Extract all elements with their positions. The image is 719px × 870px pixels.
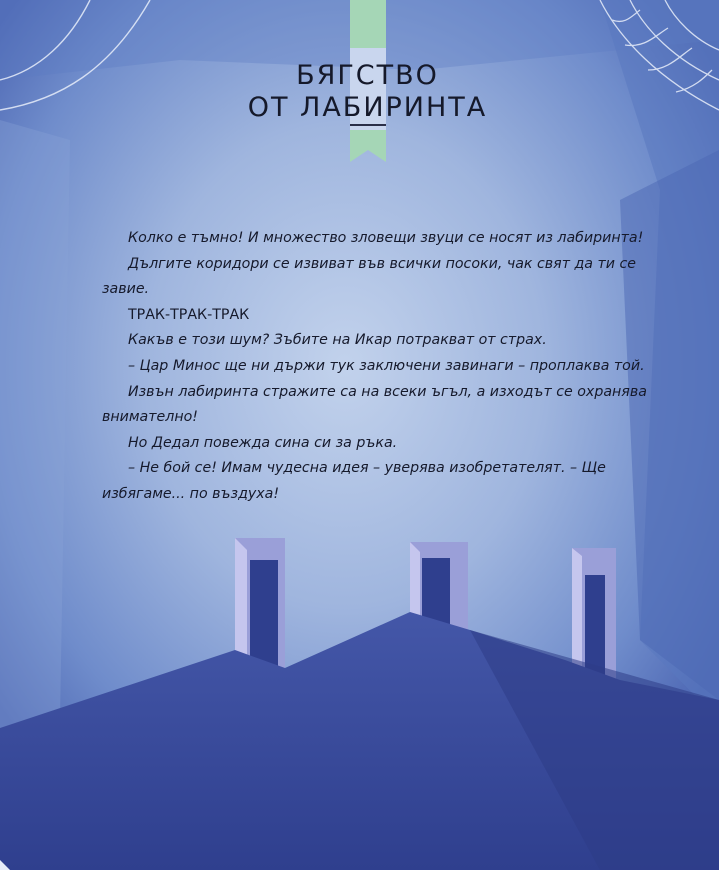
page-title — [180, 60, 555, 124]
title-line-2: ОТ ЛАБИРИНТА — [247, 92, 488, 123]
paragraph: Колко е тъмно! И множество зловещи звуци се носят из лабиринта! — [128, 230, 644, 246]
story-text — [102, 226, 682, 508]
paragraph: ТРАК-ТРАК-ТРАК — [128, 306, 250, 323]
doorway-left — [235, 538, 285, 668]
paragraph: Дългите коридори се извиват във всички посоки, чак свят да ти се завие. — [102, 255, 636, 298]
paragraph: Извън лабиринта стражите са на всеки ъгъл, а изходът се охранява внимателно! — [102, 383, 647, 426]
paragraph: – Цар Минос ще ни държи тук заключени завинаги – проплаква той. — [128, 357, 645, 374]
paragraph: Какъв е този шум? Зъбите на Икар потракват от страх. — [128, 332, 547, 349]
title-line-1: БЯГСТВО — [296, 60, 439, 91]
paragraph: – Не бой се! Имам чудесна идея – уверява изобретателят. – Ще избягаме... по въздуха! — [102, 460, 606, 502]
doorway-right — [572, 548, 616, 680]
wall-left — [0, 120, 70, 730]
paragraph: Но Дедал повежда сина си за ръка. — [128, 434, 398, 451]
